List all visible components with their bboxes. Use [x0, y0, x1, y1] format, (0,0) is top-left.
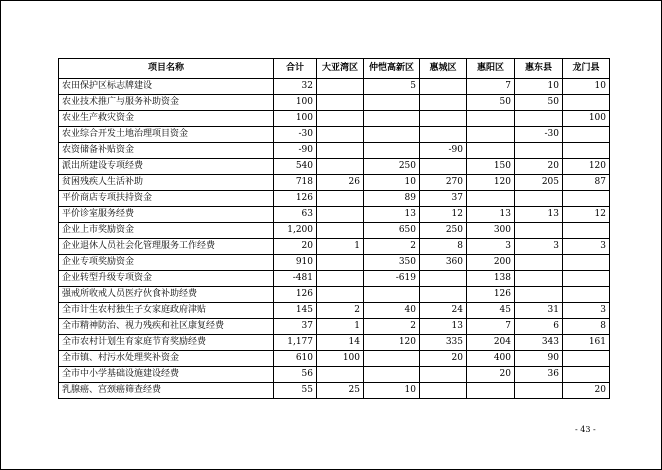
amount-cell: 350 [364, 255, 420, 271]
item-name-cell: 企业转型升级专项资金 [59, 271, 274, 287]
amount-cell [563, 127, 610, 143]
amount-cell [364, 367, 420, 383]
table-body [59, 79, 610, 399]
amount-cell: -481 [274, 271, 317, 287]
amount-cell: 200 [467, 255, 515, 271]
amount-cell [563, 191, 610, 207]
amount-cell: 100 [563, 111, 610, 127]
table-row [59, 207, 610, 223]
amount-cell: 343 [515, 335, 563, 351]
amount-cell: 400 [467, 351, 515, 367]
amount-cell: 24 [420, 303, 467, 319]
item-name-cell: 农田保护区标志牌建设 [59, 79, 274, 95]
table-row [59, 239, 610, 255]
amount-cell [364, 127, 420, 143]
item-name-cell: 全市精神防治、视力残疾和社区康复经费 [59, 319, 274, 335]
amount-cell: -30 [274, 127, 317, 143]
amount-cell: 25 [317, 383, 364, 399]
item-name-cell: 强戒所收戒人员医疗伙食补助经费 [59, 287, 274, 303]
amount-cell [317, 367, 364, 383]
table-row [59, 111, 610, 127]
column-header-item-name: 项目名称 [59, 59, 274, 79]
item-name-cell: 农业技术推广与服务补助资金 [59, 95, 274, 111]
amount-cell [420, 271, 467, 287]
amount-cell: 5 [364, 79, 420, 95]
amount-cell [467, 111, 515, 127]
column-header-amount: 惠城区 [420, 59, 467, 79]
amount-cell [467, 143, 515, 159]
amount-cell [563, 223, 610, 239]
amount-cell: 55 [274, 383, 317, 399]
amount-cell: 20 [274, 239, 317, 255]
amount-cell [420, 79, 467, 95]
table-row [59, 335, 610, 351]
amount-cell: 45 [467, 303, 515, 319]
amount-cell [563, 271, 610, 287]
item-name-cell: 农业生产救灾资金 [59, 111, 274, 127]
amount-cell: -619 [364, 271, 420, 287]
amount-cell [563, 367, 610, 383]
amount-cell: 100 [317, 351, 364, 367]
amount-cell: 32 [274, 79, 317, 95]
table-row [59, 143, 610, 159]
column-header-amount: 大亚湾区 [317, 59, 364, 79]
table-row [59, 175, 610, 191]
amount-cell: 13 [515, 207, 563, 223]
amount-cell: 2 [317, 303, 364, 319]
amount-cell: 40 [364, 303, 420, 319]
amount-cell: 7 [467, 79, 515, 95]
table-row [59, 127, 610, 143]
item-name-cell: 平价商店专项扶持资金 [59, 191, 274, 207]
amount-cell: 126 [274, 191, 317, 207]
amount-cell [317, 127, 364, 143]
amount-cell [515, 271, 563, 287]
table-row [59, 383, 610, 399]
table-row [59, 271, 610, 287]
amount-cell: 126 [274, 287, 317, 303]
item-name-cell: 全市计生农村独生子女家庭政府津贴 [59, 303, 274, 319]
amount-cell: 12 [420, 207, 467, 223]
amount-cell: 120 [563, 159, 610, 175]
amount-cell: 13 [467, 207, 515, 223]
amount-cell [317, 287, 364, 303]
amount-cell [420, 111, 467, 127]
amount-cell: 50 [467, 95, 515, 111]
amount-cell: 13 [364, 207, 420, 223]
table-row [59, 79, 610, 95]
amount-cell: 126 [467, 287, 515, 303]
table-row [59, 367, 610, 383]
amount-cell: 250 [364, 159, 420, 175]
column-header-amount: 仲恺高新区 [364, 59, 420, 79]
header-row [59, 59, 610, 79]
amount-cell: 2 [364, 319, 420, 335]
amount-cell: 3 [515, 239, 563, 255]
amount-cell: 10 [364, 175, 420, 191]
item-name-cell: 平价诊室服务经费 [59, 207, 274, 223]
amount-cell: 205 [515, 175, 563, 191]
table-row [59, 287, 610, 303]
item-name-cell: 贫困残疾人生活补助 [59, 175, 274, 191]
item-name-cell: 派出所建设专项经费 [59, 159, 274, 175]
amount-cell [317, 191, 364, 207]
amount-cell [317, 255, 364, 271]
item-name-cell: 乳腺癌、宫颈癌筛查经费 [59, 383, 274, 399]
amount-cell: 1,177 [274, 335, 317, 351]
amount-cell [364, 287, 420, 303]
amount-cell: 360 [420, 255, 467, 271]
amount-cell: 50 [515, 95, 563, 111]
amount-cell [317, 111, 364, 127]
amount-cell [420, 383, 467, 399]
amount-cell: -90 [420, 143, 467, 159]
amount-cell: 300 [467, 223, 515, 239]
amount-cell: 100 [274, 95, 317, 111]
amount-cell [364, 143, 420, 159]
amount-cell: 56 [274, 367, 317, 383]
amount-cell: 910 [274, 255, 317, 271]
amount-cell: 120 [467, 175, 515, 191]
amount-cell [467, 191, 515, 207]
column-header-amount: 合计 [274, 59, 317, 79]
amount-cell: 1 [317, 239, 364, 255]
column-header-amount: 龙门县 [563, 59, 610, 79]
amount-cell: 335 [420, 335, 467, 351]
table-row [59, 191, 610, 207]
amount-cell: 138 [467, 271, 515, 287]
amount-cell: 540 [274, 159, 317, 175]
table-row [59, 159, 610, 175]
amount-cell: 20 [515, 159, 563, 175]
amount-cell [317, 79, 364, 95]
amount-cell: 150 [467, 159, 515, 175]
amount-cell: 2 [364, 239, 420, 255]
amount-cell [420, 127, 467, 143]
table-row [59, 351, 610, 367]
amount-cell [515, 287, 563, 303]
budget-allocation-table [58, 58, 610, 399]
amount-cell: 145 [274, 303, 317, 319]
table-row [59, 303, 610, 319]
table-row [59, 223, 610, 239]
amount-cell [420, 287, 467, 303]
amount-cell: 610 [274, 351, 317, 367]
amount-cell: 37 [274, 319, 317, 335]
amount-cell: 63 [274, 207, 317, 223]
item-name-cell: 企业退休人员社会化管理服务工作经费 [59, 239, 274, 255]
amount-cell [515, 111, 563, 127]
amount-cell: 26 [317, 175, 364, 191]
amount-cell [317, 271, 364, 287]
page-number: - 43 - [575, 425, 596, 434]
amount-cell [317, 143, 364, 159]
amount-cell [317, 207, 364, 223]
amount-cell [563, 143, 610, 159]
amount-cell: 3 [563, 303, 610, 319]
amount-cell: 6 [515, 319, 563, 335]
amount-cell: 31 [515, 303, 563, 319]
column-header-amount: 惠东县 [515, 59, 563, 79]
item-name-cell: 企业专项奖励资金 [59, 255, 274, 271]
amount-cell: 10 [515, 79, 563, 95]
table-header [59, 59, 610, 79]
table-row [59, 255, 610, 271]
amount-cell: 204 [467, 335, 515, 351]
amount-cell [515, 191, 563, 207]
amount-cell: 1 [317, 319, 364, 335]
amount-cell [515, 223, 563, 239]
amount-cell [364, 111, 420, 127]
item-name-cell: 全市农村计划生育家庭节育奖励经费 [59, 335, 274, 351]
amount-cell [467, 383, 515, 399]
amount-cell: 10 [364, 383, 420, 399]
amount-cell [420, 95, 467, 111]
amount-cell: 37 [420, 191, 467, 207]
amount-cell [515, 143, 563, 159]
amount-cell [515, 255, 563, 271]
amount-cell: 36 [515, 367, 563, 383]
amount-cell: 3 [563, 239, 610, 255]
amount-cell: -90 [274, 143, 317, 159]
amount-cell [420, 159, 467, 175]
amount-cell [515, 383, 563, 399]
amount-cell [563, 95, 610, 111]
amount-cell: 90 [515, 351, 563, 367]
amount-cell: 100 [274, 111, 317, 127]
amount-cell: 8 [420, 239, 467, 255]
amount-cell [467, 127, 515, 143]
amount-cell: 8 [563, 319, 610, 335]
column-header-amount: 惠阳区 [467, 59, 515, 79]
amount-cell: 270 [420, 175, 467, 191]
amount-cell: 89 [364, 191, 420, 207]
amount-cell [563, 255, 610, 271]
amount-cell: 250 [420, 223, 467, 239]
amount-cell: 650 [364, 223, 420, 239]
amount-cell: 12 [563, 207, 610, 223]
amount-cell [317, 159, 364, 175]
amount-cell: 3 [467, 239, 515, 255]
amount-cell: 20 [420, 351, 467, 367]
amount-cell: 161 [563, 335, 610, 351]
table-row [59, 319, 610, 335]
table-row [59, 95, 610, 111]
amount-cell: 87 [563, 175, 610, 191]
item-name-cell: 全市镇、村污水处理奖补资金 [59, 351, 274, 367]
amount-cell: 14 [317, 335, 364, 351]
amount-cell [317, 223, 364, 239]
amount-cell [317, 95, 364, 111]
amount-cell: 20 [467, 367, 515, 383]
amount-cell [364, 351, 420, 367]
item-name-cell: 农业综合开发土地治理项目资金 [59, 127, 274, 143]
amount-cell: 13 [420, 319, 467, 335]
amount-cell: 7 [467, 319, 515, 335]
amount-cell [364, 95, 420, 111]
item-name-cell: 全市中小学基础设施建设经费 [59, 367, 274, 383]
amount-cell: 120 [364, 335, 420, 351]
amount-cell: 20 [563, 383, 610, 399]
amount-cell: 10 [563, 79, 610, 95]
amount-cell [563, 287, 610, 303]
amount-cell [563, 351, 610, 367]
item-name-cell: 企业上市奖励资金 [59, 223, 274, 239]
item-name-cell: 农资储备补贴资金 [59, 143, 274, 159]
amount-cell: 718 [274, 175, 317, 191]
amount-cell [420, 367, 467, 383]
amount-cell: 1,200 [274, 223, 317, 239]
amount-cell: -30 [515, 127, 563, 143]
